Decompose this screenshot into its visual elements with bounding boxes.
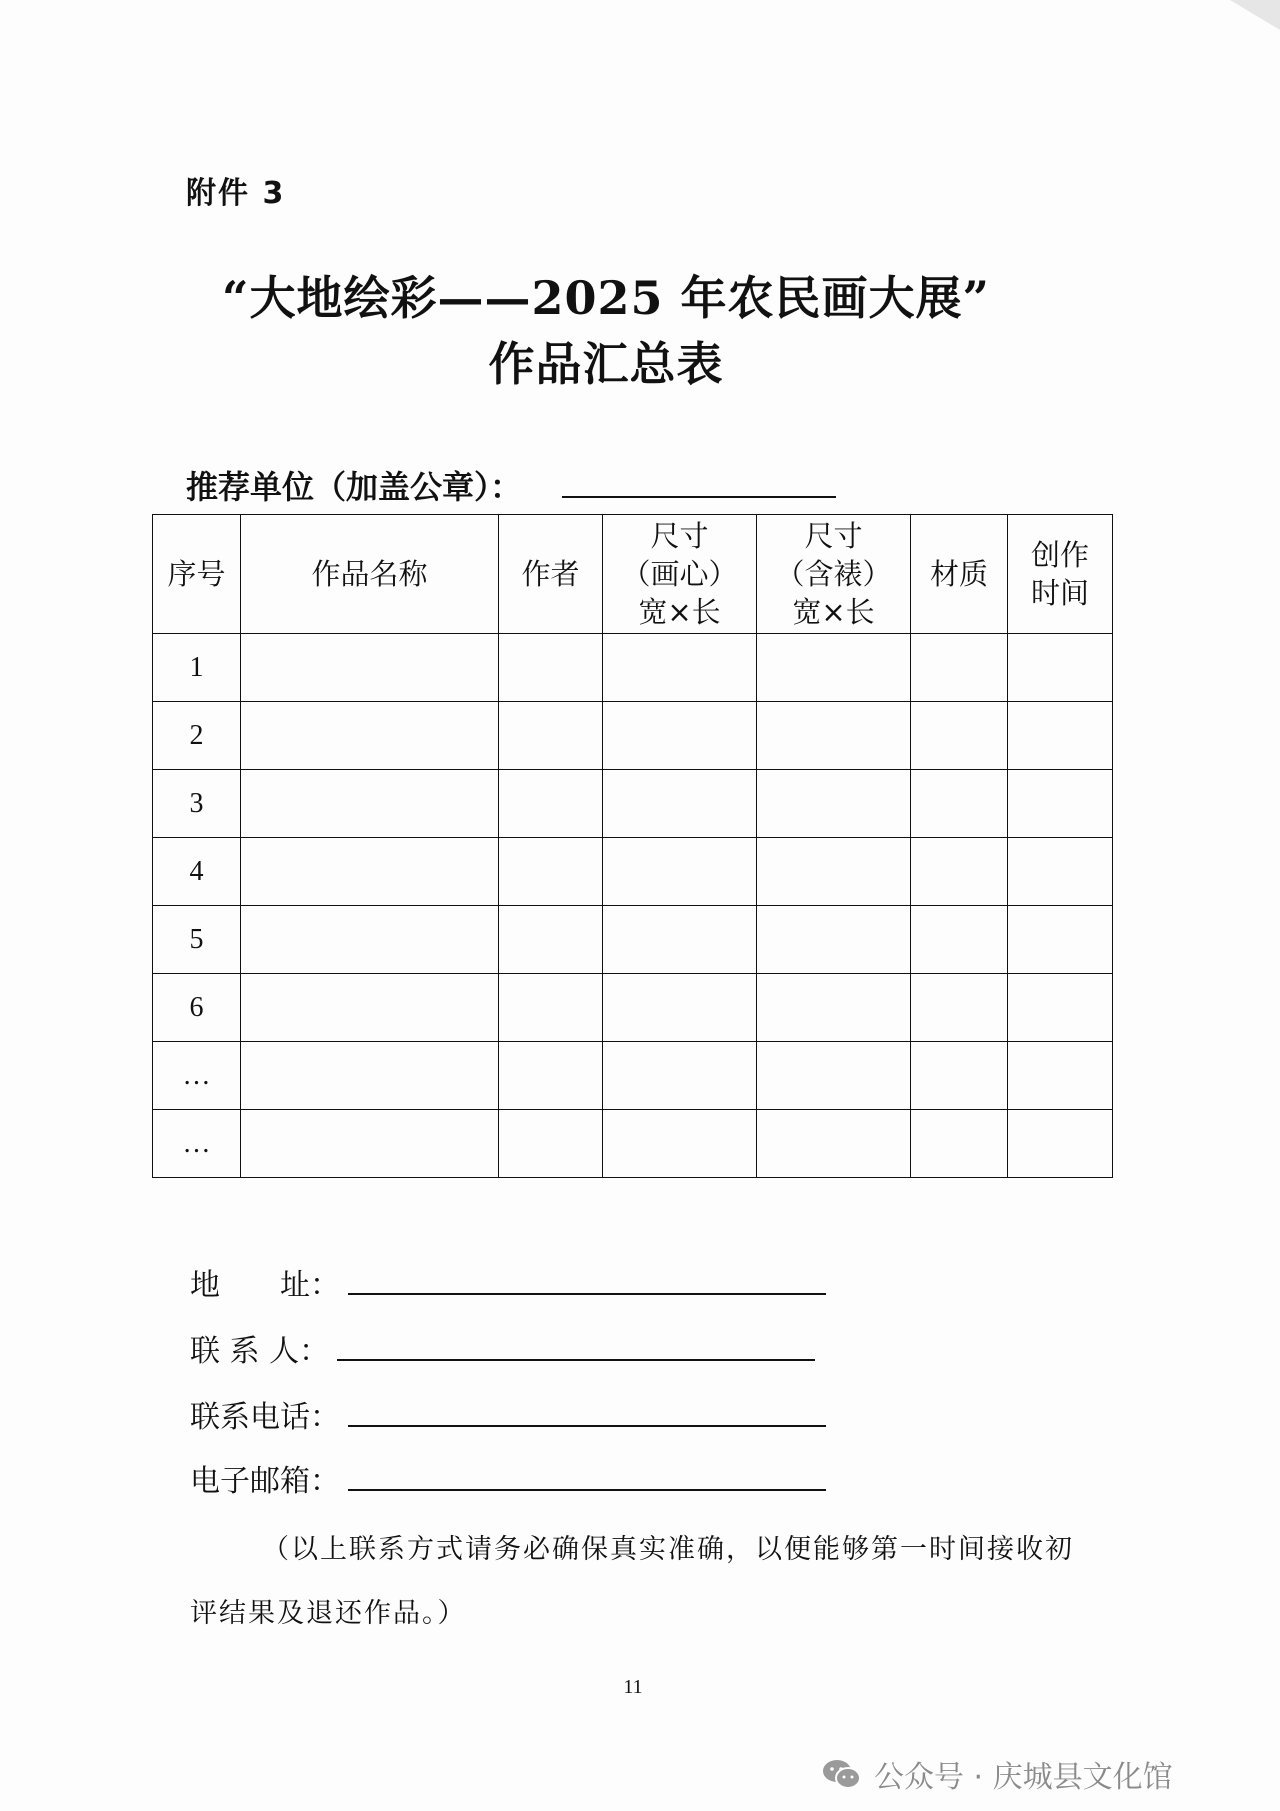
cell-size-core[interactable] — [603, 1110, 757, 1178]
phone-field[interactable] — [348, 1425, 826, 1427]
cell-time[interactable] — [1008, 702, 1113, 770]
table-row — [153, 1042, 1113, 1110]
cell-author[interactable] — [499, 974, 603, 1042]
header-size-core — [603, 515, 757, 634]
cell-time[interactable] — [1008, 906, 1113, 974]
contact-person-label: 联 系 人： — [190, 1334, 330, 1369]
row-seq: 3 — [153, 770, 241, 838]
contact-email-row — [190, 1456, 826, 1500]
cell-size-mount[interactable] — [757, 702, 911, 770]
cell-author[interactable] — [499, 634, 603, 702]
cell-author[interactable] — [499, 702, 603, 770]
cell-size-core[interactable] — [603, 974, 757, 1042]
table-row — [153, 974, 1113, 1042]
contact-person-field[interactable] — [337, 1359, 815, 1361]
cell-material[interactable] — [911, 906, 1008, 974]
recommend-unit-label: 推荐单位（加盖公章）： — [186, 468, 523, 506]
page-number: 11 — [623, 1676, 643, 1698]
row-seq: … — [153, 1110, 241, 1178]
table-row — [153, 906, 1113, 974]
cell-material[interactable] — [911, 838, 1008, 906]
cell-size-core[interactable] — [603, 838, 757, 906]
header-size-mount-l2: （含裱） — [775, 557, 892, 591]
table-row — [153, 634, 1113, 702]
table-row — [153, 838, 1113, 906]
header-material: 材质 — [911, 515, 1008, 634]
cell-size-mount[interactable] — [757, 1042, 911, 1110]
header-name: 作品名称 — [241, 515, 499, 634]
cell-size-mount[interactable] — [757, 770, 911, 838]
cell-time[interactable] — [1008, 634, 1113, 702]
header-time-l2: 时间 — [1030, 576, 1089, 610]
cell-time[interactable] — [1008, 1042, 1113, 1110]
cell-material[interactable] — [911, 702, 1008, 770]
works-summary-table — [152, 514, 1113, 1178]
cell-time[interactable] — [1008, 838, 1113, 906]
header-size-mount — [757, 515, 911, 634]
cell-name[interactable] — [241, 974, 499, 1042]
cell-time[interactable] — [1008, 974, 1113, 1042]
cell-time[interactable] — [1008, 1110, 1113, 1178]
cell-author[interactable] — [499, 1110, 603, 1178]
contact-note: （以上联系方式请务必确保真实准确，以便能够第一时间接收初评结果及退还作品。） — [190, 1534, 1074, 1629]
cell-name[interactable] — [241, 702, 499, 770]
contact-person-row — [190, 1326, 815, 1370]
cell-author[interactable] — [499, 1042, 603, 1110]
cell-size-core[interactable] — [603, 634, 757, 702]
cell-material[interactable] — [911, 1110, 1008, 1178]
address-field[interactable] — [348, 1293, 826, 1295]
cell-size-mount[interactable] — [757, 1110, 911, 1178]
cell-time[interactable] — [1008, 770, 1113, 838]
row-seq: 4 — [153, 838, 241, 906]
recommend-unit-field[interactable] — [562, 496, 836, 498]
watermark — [822, 1752, 1173, 1796]
cell-size-mount[interactable] — [757, 634, 911, 702]
wechat-icon — [822, 1757, 862, 1791]
email-label: 电子邮箱： — [190, 1464, 340, 1499]
cell-name[interactable] — [241, 634, 499, 702]
address-label: 地 址： — [190, 1268, 340, 1303]
row-seq: 1 — [153, 634, 241, 702]
contact-address-row — [190, 1260, 826, 1304]
header-size-core-l2: （画心） — [621, 557, 738, 591]
table-row — [153, 770, 1113, 838]
row-seq: … — [153, 1042, 241, 1110]
header-author: 作者 — [499, 515, 603, 634]
cell-name[interactable] — [241, 1042, 499, 1110]
watermark-text: 公众号 · 庆城县文化馆 — [874, 1760, 1173, 1795]
page-corner-fold — [1230, 0, 1280, 30]
header-size-mount-l3: 宽×长 — [792, 595, 875, 629]
cell-name[interactable] — [241, 906, 499, 974]
cell-size-mount[interactable] — [757, 974, 911, 1042]
cell-material[interactable] — [911, 974, 1008, 1042]
cell-size-mount[interactable] — [757, 838, 911, 906]
cell-size-core[interactable] — [603, 1042, 757, 1110]
table-row — [153, 1110, 1113, 1178]
cell-material[interactable] — [911, 770, 1008, 838]
cell-size-mount[interactable] — [757, 906, 911, 974]
header-time-l1: 创作 — [1030, 538, 1089, 572]
document-title: “大地绘彩——2025 年农民画大展” — [222, 271, 990, 325]
header-seq: 序号 — [153, 515, 241, 634]
cell-name[interactable] — [241, 770, 499, 838]
cell-size-core[interactable] — [603, 906, 757, 974]
header-size-core-l3: 宽×长 — [638, 595, 721, 629]
cell-material[interactable] — [911, 634, 1008, 702]
header-size-core-l1: 尺寸 — [650, 519, 709, 553]
table-row — [153, 702, 1113, 770]
cell-author[interactable] — [499, 770, 603, 838]
cell-author[interactable] — [499, 838, 603, 906]
header-time — [1008, 515, 1113, 634]
row-seq: 5 — [153, 906, 241, 974]
header-size-mount-l1: 尺寸 — [804, 519, 863, 553]
cell-size-core[interactable] — [603, 702, 757, 770]
row-seq: 6 — [153, 974, 241, 1042]
cell-size-core[interactable] — [603, 770, 757, 838]
cell-name[interactable] — [241, 838, 499, 906]
document-subtitle: 作品汇总表 — [488, 337, 724, 391]
contact-phone-row — [190, 1392, 826, 1436]
attachment-label: 附件 3 — [186, 176, 286, 211]
row-seq: 2 — [153, 702, 241, 770]
cell-material[interactable] — [911, 1042, 1008, 1110]
phone-label: 联系电话： — [190, 1400, 340, 1435]
table-header-row — [153, 515, 1113, 634]
email-field[interactable] — [348, 1489, 826, 1491]
cell-name[interactable] — [241, 1110, 499, 1178]
cell-author[interactable] — [499, 906, 603, 974]
